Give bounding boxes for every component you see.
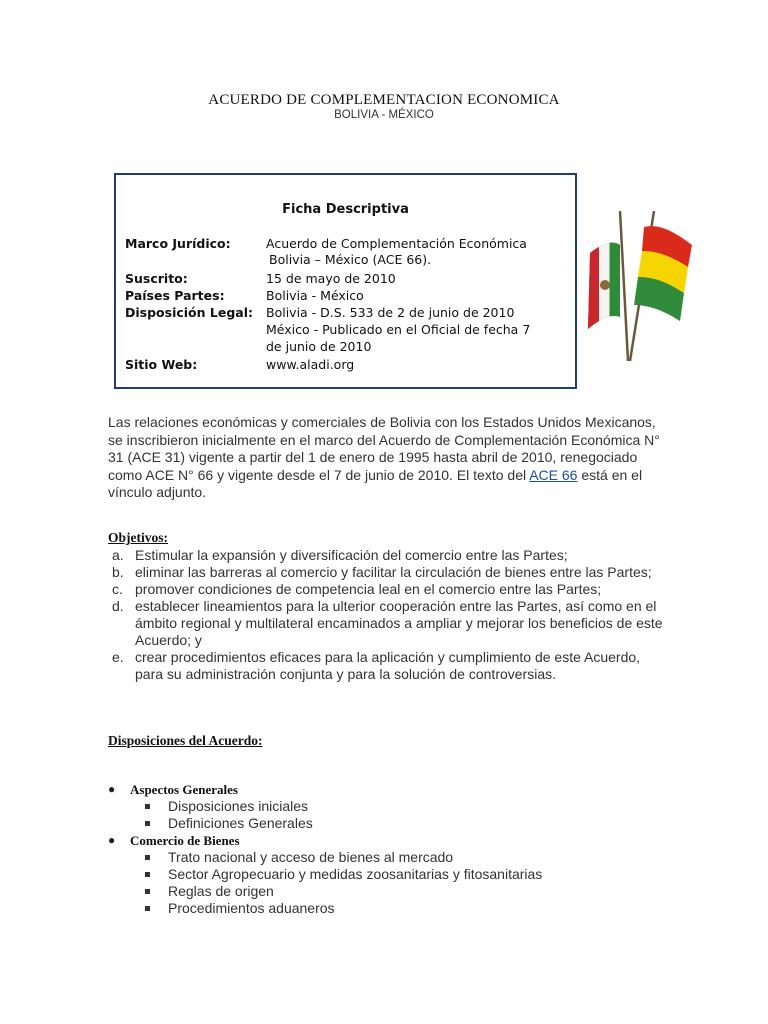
list-item [130, 866, 668, 883]
intro-text-after-link: está en el vínculo adjunto. [108, 466, 643, 500]
document-subtitle: BOLIVIA - MÉXICO [334, 109, 434, 121]
list-marker: e. [112, 649, 124, 665]
ace-66-link[interactable]: ACE 66 [529, 466, 578, 483]
list-item [108, 564, 668, 581]
list-item [130, 849, 668, 866]
list-item [108, 598, 668, 649]
list-item-text: establecer lineamientos para la ulterior cooperación entre las Partes, así como en el ámbito regional y multilateral encaminados a ampliar y mejorar los beneficios de este Acuerdo; y [135, 598, 663, 648]
bolivia-flag-icon [634, 226, 692, 321]
flag-pole-left [620, 211, 628, 361]
bullet-icon: ● [108, 782, 116, 796]
square-bullet-icon [145, 872, 150, 877]
fact-value-marco-juridico-line-2: Bolivia – México (ACE 66). [269, 252, 432, 267]
objetivos-list [108, 547, 668, 683]
list-item-text: Procedimientos aduaneros [168, 900, 335, 916]
list-marker: d. [112, 598, 124, 614]
group-label: Aspectos Generales [130, 782, 238, 797]
list-item [108, 547, 668, 564]
fact-sheet-title: Ficha Descriptiva [282, 202, 409, 217]
fact-label-marco-juridico: Marco Jurídico: [125, 236, 231, 251]
fact-value-disposicion-legal-line-2: México - Publicado en el Oficial de fecha 7 [266, 322, 531, 337]
fact-label-paises-partes: Países Partes: [125, 288, 225, 303]
square-bullet-icon [145, 855, 150, 860]
fact-value-disposicion-legal-line-1: Bolivia - D.S. 533 de 2 de junio de 2010 [266, 305, 515, 320]
fact-value-paises-partes: Bolivia - México [266, 288, 364, 303]
list-item-text: eliminar las barreras al comercio y facilitar la circulación de bienes entre las Partes; [135, 564, 652, 580]
disposiciones-list [108, 781, 668, 917]
sub-list [130, 849, 668, 917]
disposiciones-group [108, 832, 668, 917]
list-item-text: Estimular la expansión y diversificación del comercio entre las Partes; [135, 547, 568, 563]
list-item-text: Trato nacional y acceso de bienes al mercado [168, 849, 454, 865]
fact-label-suscrito: Suscrito: [125, 271, 188, 286]
list-item-text: crear procedimientos eficaces para la aplicación y cumplimiento de este Acuerdo, para su administración conjunta y para la solución de controversias. [135, 649, 641, 682]
list-item-text: Disposiciones iniciales [168, 798, 309, 814]
list-item-text: Reglas de origen [168, 883, 274, 899]
group-label: Comercio de Bienes [130, 833, 240, 848]
square-bullet-icon [145, 906, 150, 911]
list-item [130, 798, 668, 815]
square-bullet-icon [145, 821, 150, 826]
fact-value-suscrito: 15 de mayo de 2010 [266, 271, 396, 286]
list-item [130, 883, 668, 900]
list-item [108, 649, 668, 683]
list-item-text: promover condiciones de competencia leal en el comercio entre las Partes; [135, 581, 602, 597]
list-item [130, 815, 668, 832]
list-marker: a. [112, 547, 124, 563]
list-marker: c. [112, 581, 123, 597]
disposiciones-group [108, 781, 668, 832]
intro-text-before-link: Las relaciones económicas y comerciales de Bolivia con los Estados Unidos Mexicanos, se inscribieron inicialmente en el marco del Acuerdo de Complementación Económica N° 31 (ACE 31) vigente a partir del 1 de enero de 1995 hasta abril de 2010, renegociado como ACE N° 66 y vigente desde el 7 de junio de 2010. El texto del [108, 414, 660, 483]
list-item [108, 581, 668, 598]
fact-value-sitio-web: www.aladi.org [266, 357, 355, 372]
list-marker: b. [112, 564, 124, 580]
fact-label-sitio-web: Sitio Web: [125, 357, 198, 372]
intro-paragraph [108, 414, 668, 502]
mexico-flag-icon [588, 243, 620, 329]
square-bullet-icon [145, 889, 150, 894]
list-item [130, 900, 668, 917]
fact-label-disposicion-legal: Disposición Legal: [125, 305, 254, 320]
fact-value-marco-juridico-line-1: Acuerdo de Complementación Económica [266, 236, 527, 251]
document-title: ACUERDO DE COMPLEMENTACION ECONOMICA [208, 92, 560, 108]
fact-sheet-card [114, 173, 577, 389]
list-item-text: Sector Agropecuario y medidas zoosanitarias y fitosanitarias [168, 866, 543, 882]
square-bullet-icon [145, 804, 150, 809]
list-item-text: Definiciones Generales [168, 815, 313, 831]
fact-value-disposicion-legal-line-3: de junio de 2010 [266, 339, 372, 354]
bullet-icon: ● [108, 833, 116, 847]
objetivos-heading: Objetivos: [108, 530, 168, 545]
sub-list [130, 798, 668, 832]
crossed-flags-image [584, 205, 696, 365]
disposiciones-heading: Disposiciones del Acuerdo: [108, 733, 263, 748]
